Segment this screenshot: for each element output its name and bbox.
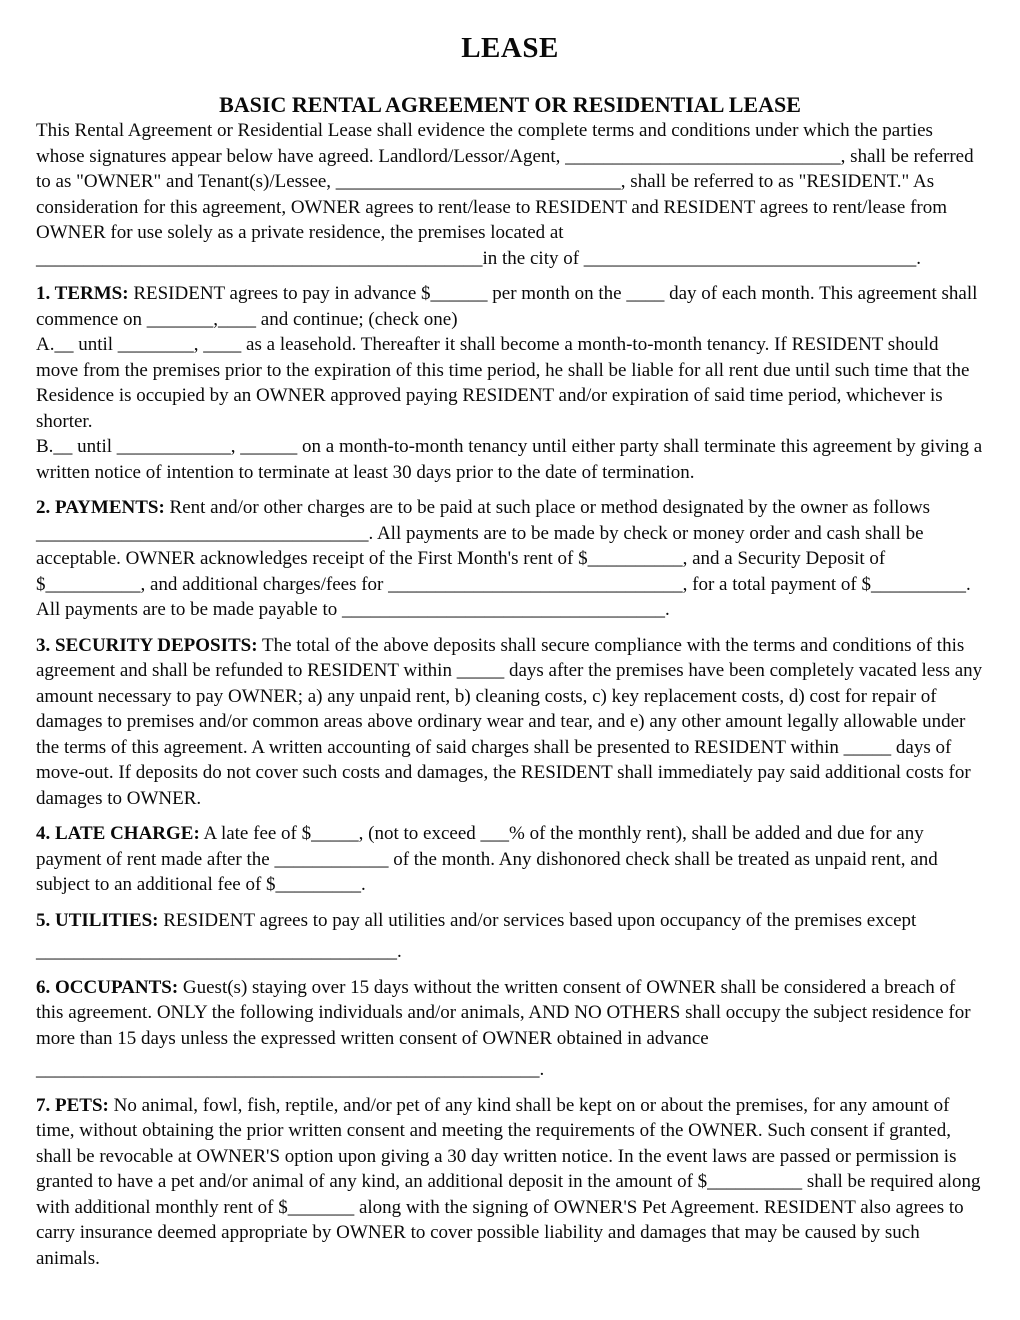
lease-section [36, 1093, 984, 1272]
section-paragraph [36, 495, 984, 623]
lease-section [36, 821, 984, 898]
section-lead: A late fee of $_____, (not to exceed ___% of the monthly rent), shall be added and due for any payment of rent made after the ____________ of the month. Any dishonored check shall be treated as unpaid rent, and subject to an additional fee of $_________. [36, 823, 938, 895]
section-paragraph: B.__ until ____________, ______ on a month-to-month tenancy until either party shall terminate this agreement by giving a written notice of intention to terminate at least 30 days prior to the date of termination. [36, 436, 983, 483]
lease-section [36, 908, 984, 965]
section-paragraph: A.__ until ________, ____ as a leasehold. Thereafter it shall become a month-to-month tenancy. If RESIDENT should move from the premises prior to the expiration of this time period, he shall be liable for all rent due until such time that the Residence is occupied by an OWNER approved paying RESIDENT and/or expiration of said time period, whichever is shorter. [36, 334, 970, 432]
sections [36, 281, 984, 1271]
section-paragraph [36, 1093, 984, 1272]
lease-section [36, 975, 984, 1083]
intro-paragraph: This Rental Agreement or Residential Lease shall evidence the complete terms and conditions under which the parties whose signatures appear below have agreed. Landlord/Lessor/Agent, _____________________________, shall be referred to as "OWNER" and Tenant(s)/Lessee, ______________________________, shall be referred to as "RESIDENT." As consideration for this agreement, OWNER agrees to rent/lease to RESIDENT and RESIDENT agrees to rent/lease from OWNER for use solely as a private residence, the premises located at _______________________________________________in the city of ___________________________________. [36, 120, 974, 269]
section-paragraph [36, 633, 984, 812]
lease-section [36, 633, 984, 812]
section-lead: Guest(s) staying over 15 days without the written consent of OWNER shall be considered a breach of this agreement. ONLY the following individuals and/or animals, AND NO OTHERS shall occupy the subject residence for more than 15 days unless the expressed written consent of OWNER obtained in advance [36, 976, 971, 1049]
section-heading: 7. PETS: [36, 1094, 109, 1116]
section-heading: 5. UTILITIES: [36, 909, 159, 931]
section-lead: Rent and/or other charges are to be paid at such place or method designated by the owner as follows ___________________________________. All payments are to be made by check or money order and cash shall be acceptable. OWNER acknowledges receipt of the First Month's rent of $__________, and a Security Deposit of $__________, and additional charges/fees for _______________________________, for a total payment of $__________. All payments are to be made payable to __________________________________. [36, 497, 971, 620]
section-heading: 6. OCCUPANTS: [36, 976, 179, 998]
fill-in-blank-line: _____________________________________________________. [36, 1059, 545, 1080]
section-paragraph [36, 975, 984, 1052]
section-heading: 3. SECURITY DEPOSITS: [36, 634, 258, 656]
document-title: LEASE [461, 32, 559, 64]
section-paragraph [36, 908, 984, 934]
section-lead: RESIDENT agrees to pay all utilities and/or services based upon occupancy of the premises except [163, 909, 917, 931]
section-lead: No animal, fowl, fish, reptile, and/or pet of any kind shall be kept on or about the premises, for any amount of time, without obtaining the prior written consent and meeting the requirements of the OWNER. Such consent if granted, shall be revocable at OWNER'S option upon giving a 30 day written notice. In the event laws are passed or permission is granted to have a pet and/or animal of any kind, an additional deposit in the amount of $__________ shall be required along with additional monthly rent of $_______ along with the signing of OWNER'S Pet Agreement. RESIDENT also agrees to carry insurance deemed appropriate by OWNER to cover possible liability and damages that may be caused by such animals. [36, 1094, 981, 1269]
section-heading: 4. LATE CHARGE: [36, 823, 200, 844]
section-heading: 1. TERMS: [36, 283, 129, 304]
section-lead: The total of the above deposits shall secure compliance with the terms and conditions of this agreement and shall be refunded to RESIDENT within _____ days after the premises have been completely vacated less any amount necessary to pay OWNER; a) any unpaid rent, b) cleaning costs, c) key replacement costs, d) cost for repair of damages to premises and/or common areas above ordinary wear and tear, and e) any other amount legally allowable under the terms of this agreement. A written accounting of said charges shall be presented to RESIDENT within _____ days of move-out. If deposits do not cover such costs and damages, the RESIDENT shall immediately pay said additional costs for damages to OWNER. [36, 634, 983, 809]
document-subtitle: BASIC RENTAL AGREEMENT OR RESIDENTIAL LEASE [219, 92, 801, 117]
section-paragraph [36, 821, 984, 898]
section-paragraph [36, 281, 984, 332]
fill-in-blank-line: ______________________________________. [36, 941, 402, 962]
lease-section [36, 495, 984, 623]
section-lead: RESIDENT agrees to pay in advance $______ per month on the ____ day of each month. This agreement shall commence on _______,____ and continue; (check one) [36, 283, 978, 330]
lease-section [36, 281, 984, 485]
section-heading: 2. PAYMENTS: [36, 497, 165, 518]
